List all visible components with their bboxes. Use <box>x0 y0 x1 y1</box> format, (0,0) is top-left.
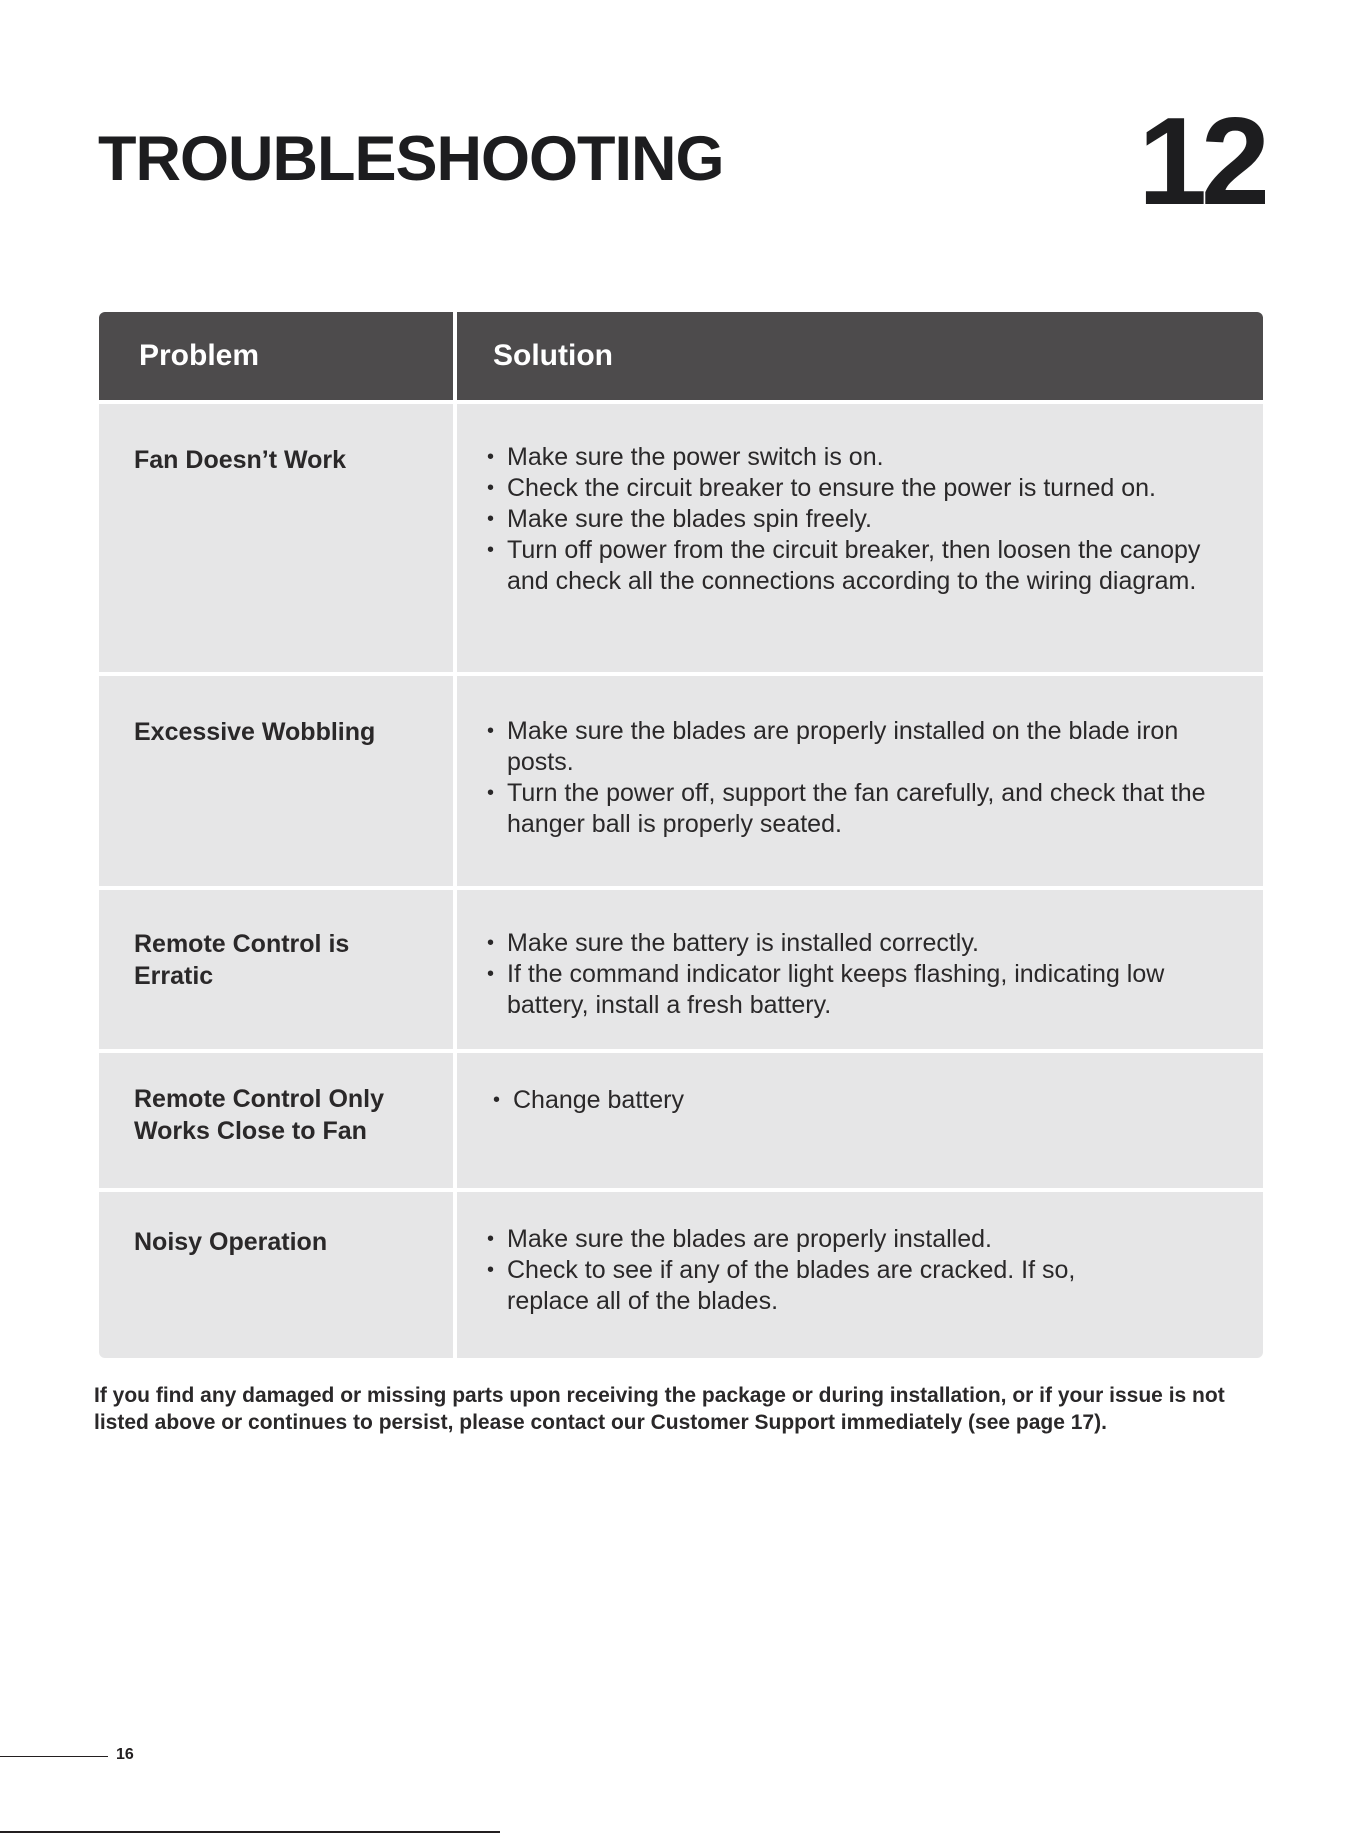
column-header-problem: Problem <box>99 312 453 400</box>
solution-list <box>487 716 1243 840</box>
solution-item: • If the command indicator light keeps flashing, indicating low battery, install a fresh battery. <box>487 959 1227 1021</box>
problem-text: Fan Doesn’t Work <box>134 446 347 474</box>
table-row <box>99 1053 1263 1188</box>
problem-cell <box>99 1192 453 1358</box>
solution-item: • Make sure the blades are properly installed. <box>487 1224 1243 1255</box>
troubleshooting-table <box>99 312 1263 1358</box>
solution-item: • Make sure the blades spin freely. <box>487 504 1243 535</box>
solution-item: • Change battery <box>493 1085 1243 1116</box>
solution-cell <box>457 404 1263 672</box>
problem-cell <box>99 890 453 1049</box>
problem-text: Noisy Operation <box>134 1228 328 1256</box>
solution-item: • Check to see if any of the blades are cracked. If so, replace all of the blades. <box>487 1255 1107 1317</box>
table-row <box>99 676 1263 886</box>
problem-cell <box>99 676 453 886</box>
problem-cell <box>99 404 453 672</box>
solution-list <box>487 1224 1243 1317</box>
solution-item: • Turn the power off, support the fan carefully, and check that the hanger ball is properly seated. <box>487 778 1227 840</box>
customer-support-note: If you find any damaged or missing parts upon receiving the package or during installation, or if your issue is not listed above or continues to persist, please contact our Customer Support immediately (see page 17). <box>94 1384 1225 1434</box>
section-number: 12 <box>1138 93 1264 231</box>
table-row <box>99 1192 1263 1358</box>
solution-item: • Make sure the power switch is on. <box>487 442 1243 473</box>
solution-cell <box>457 1192 1263 1358</box>
page-title: TROUBLESHOOTING <box>98 124 724 194</box>
table-row <box>99 890 1263 1049</box>
problem-text: Remote Control Only Works Close to Fan <box>134 1085 385 1145</box>
column-header-solution: Solution <box>457 312 1263 400</box>
solution-list <box>493 1085 1243 1116</box>
solution-item: • Turn off power from the circuit breaker, then loosen the canopy and check all the connections according to the wiring diagram. <box>487 535 1227 597</box>
solution-list <box>487 928 1243 1021</box>
solution-cell <box>457 1053 1263 1188</box>
table-header-row <box>99 312 1263 400</box>
solution-item: • Make sure the blades are properly installed on the blade iron posts. <box>487 716 1227 778</box>
solution-cell <box>457 676 1263 886</box>
solution-cell <box>457 890 1263 1049</box>
table-row <box>99 404 1263 672</box>
page-number-rule <box>0 1756 108 1757</box>
problem-cell <box>99 1053 453 1188</box>
problem-text: Excessive Wobbling <box>134 718 376 746</box>
problem-text: Remote Control is Erratic <box>134 930 350 990</box>
solution-item: • Make sure the battery is installed correctly. <box>487 928 1243 959</box>
solution-list <box>487 442 1243 597</box>
bottom-rule <box>0 1831 500 1833</box>
solution-item: • Check the circuit breaker to ensure the power is turned on. <box>487 473 1243 504</box>
page-number: 16 <box>116 1746 134 1763</box>
